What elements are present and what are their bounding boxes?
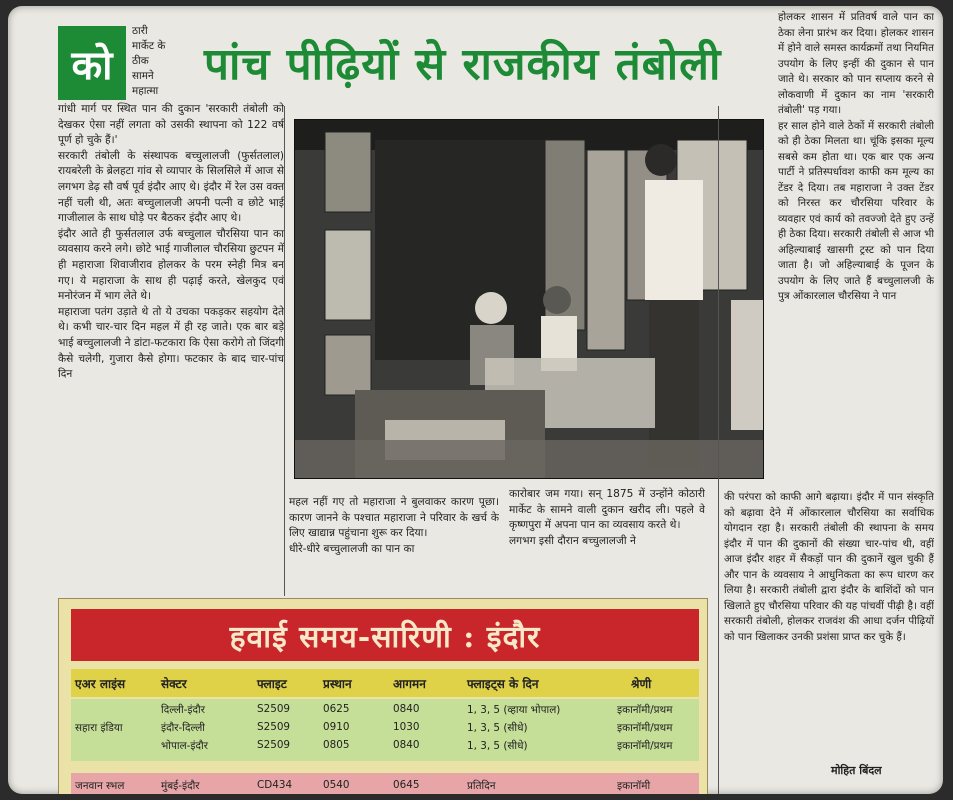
- drop-cap: को: [58, 26, 126, 100]
- column-divider: [718, 106, 719, 794]
- column-3-text: कारोबार जम गया। सन् 1875 में उन्होंने कोठारी मार्केट के सामने वाली दुकान खरीद ली। पहले वे कृष्णपुरा में अपना पान का व्यवसाय करते थे। लगभग इसी दौरान बच्चुलालजी ने: [509, 488, 705, 547]
- class-cell: इकानॉमी/प्रथम: [617, 722, 673, 734]
- timetable-row-partial: [71, 773, 699, 794]
- airline-cell: जनवान स्भल: [75, 780, 125, 792]
- arrival-cell: 0645: [393, 779, 420, 791]
- right-column-top: होलकर शासन में प्रतिवर्ष वाले पान का ठेका लेना प्रारंभ कर दिया। होलकर शासन में होने वाले समस्त कार्यक्रमों तथा नियमित उपयोग के लिए इन्हीं की दुकान से पान जाते थे। सरकार को पान सप्लाय करने से लोकवाणी में दुकान का नाम 'सरकारी तंबोली' पड़ गया। हर साल होने वाले ठेकों में सरकारी तंबोली को ही ठेका मिलता था। चूंकि इसका मूल्य सबसे कम होता था। एक बार एक अन्य पार्टी ने प्रतिस्पर्धावश काफी कम मूल्य का टेंडर दे दिया। तब महाराजा ने उक्त टेंडर को निरस्त कर चौरसिया परिवार के व्यवहार एवं कार्य को तवज्जो देते हुए उन्हें ही ठेका दिया। सरकारी तंबोली से आज भी अहिल्याबाई खासगी ट्रस्ट को पान दिया जाता है। जो अहिल्याबाई के पूजन के उपयोग के लिए जाते हैं बच्चुलालजी के पुत्र ओंकारलाल चौरसिया ने पान: [778, 11, 934, 302]
- column-2-text: महल नहीं गए तो महाराजा ने बुलवाकर कारण पूछा। कारण जानने के पश्चात महाराजा ने परिवार के खर्च के लिए खाद्यान्न पहुंचाना शुरू कर दिया। धीरे-धीरे बच्चुलालजी का पान का: [289, 496, 499, 555]
- departure-cell: 0805: [323, 739, 350, 751]
- departure-cell: 0540: [323, 779, 350, 791]
- timetable-header-row: [71, 669, 699, 697]
- shop-photo: [294, 119, 764, 479]
- header-class: श्रेणी: [631, 677, 652, 691]
- newspaper-clipping: [8, 6, 943, 794]
- flight-cell: S2509: [257, 739, 291, 751]
- header-days: फ्लाइट्स के दिन: [467, 677, 539, 691]
- headline: पांच पीढ़ियों से राजकीय तंबोली: [204, 39, 722, 90]
- days-cell: प्रतिदिन: [467, 780, 496, 792]
- class-cell: इकानॉमी/प्रथम: [617, 704, 673, 716]
- flight-cell: S2509: [257, 721, 291, 733]
- timetable-rows: [71, 699, 699, 761]
- column-divider: [284, 106, 285, 596]
- departure-cell: 0625: [323, 703, 350, 715]
- class-cell: इकानॉमी: [617, 780, 651, 792]
- flight-timetable: [58, 598, 708, 794]
- intro-text: ठारी मार्केट के ठीक सामने महात्मा: [132, 25, 166, 97]
- sector-cell: मुंबई-इंदौर: [161, 780, 200, 792]
- header-sector: सेक्टर: [161, 677, 187, 691]
- sector-cell: दिल्ली-इंदौर: [161, 704, 205, 716]
- arrival-cell: 1030: [393, 721, 420, 733]
- sector-cell: भोपाल-इंदौर: [161, 740, 208, 752]
- arrival-cell: 0840: [393, 703, 420, 715]
- column-1-text: गांधी मार्ग पर स्थित पान की दुकान 'सरकारी तंबोली को देखकर ऐसा नहीं लगता को उसकी स्थापना को 122 वर्ष पूर्ण हो चुके हैं।' सरकारी तंबोली के संस्थापक बच्चुलालजी (फुर्सतलाल) रायबरेली के ब्रेलहटा गांव से व्यापार के सिलसिले में आज से लगभग डेढ़ सौ वर्ष पूर्व इंदौर आए थे। इंदौर में रेल उस वक्त नहीं चली थी, अतः बच्चुलालजी अपनी पत्नी व छोटे भाई गाजीलाल के साथ घोड़े पर बैठकर इंदौर आए थे। इंदौर आते ही फुर्सतलाल उर्फ बच्चुलाल चौरसिया पान का व्यवसाय करने लगे। छोटे भाई गाजीलाल चौरसिया छुटपन में ही महाराजा शिवाजीराव होलकर के परम स्नेही मित्र बन गए। ये महाराजा के साथ ही पढ़ाई करते, खेलकुद एवं मनोरंजन में भाग लेते थे। महाराजा पतंग उड़ाते थे तो ये उचका पकड़कर सहयोग देते थे। कभी चार-चार दिन महल में ही रह जाते। एक बार बड़े भाई बच्चुलालजी ने डांटा-फटकारा कि ऐसा करोगे तो जिंदगी कैसे चलेगी, गुजारा कैसे होगा। फटकार के बाद चार-पांच दिन: [58, 103, 284, 381]
- right-column-bottom: की परंपरा को काफी आगे बढ़ाया। इंदौर में पान संस्कृति को बढ़ावा देने में ओंकारलाल चौरसिया का सर्वाधिक योगदान रहा है। सरकारी तंबोली की स्थापना के समय इंदौर में पान की दुकानों की संख्या चार-पांच थी, वहीं आज इंदौर शहर में सैकड़ों पान की दुकानें खुल चुकी हैं और पान के व्यवसाय ने आधुनिकता का रूप धारण कर लिया है। सरकारी तंबोली द्वारा इंदौर के बाशिंदों को पान खिलाते हुए चौरसिया परिवार की यह पांचवीं पीढ़ी है। वहीं सरकारी तंबोली, होलकर राजवंश की आधा दर्जन पीढ़ियों को पान खिलाकर उनकी प्रशंसा प्राप्त कर चुके हैं।: [724, 491, 934, 643]
- flight-cell: CD434: [257, 779, 293, 791]
- sector-cell: इंदौर-दिल्ली: [161, 722, 205, 734]
- header-arrival: आगमन: [393, 677, 426, 691]
- flight-cell: S2509: [257, 703, 291, 715]
- days-cell: 1, 3, 5 (सीधे): [467, 722, 528, 734]
- header-airline: एअर लाइंस: [75, 677, 126, 691]
- airline-cell: सहारा इंडिया: [75, 722, 123, 734]
- arrival-cell: 0840: [393, 739, 420, 751]
- days-cell: 1, 3, 5 (सीधे): [467, 740, 528, 752]
- days-cell: 1, 3, 5 (व्हाया भोपाल): [467, 704, 561, 716]
- timetable-title: हवाई समय-सारिणी : इंदौर: [71, 609, 699, 661]
- class-cell: इकानॉमी/प्रथम: [617, 740, 673, 752]
- departure-cell: 0910: [323, 721, 350, 733]
- byline: मोहित बिंदल: [831, 764, 882, 777]
- header-departure: प्रस्थान: [323, 677, 352, 691]
- header-flight: फ्लाइट: [257, 677, 287, 691]
